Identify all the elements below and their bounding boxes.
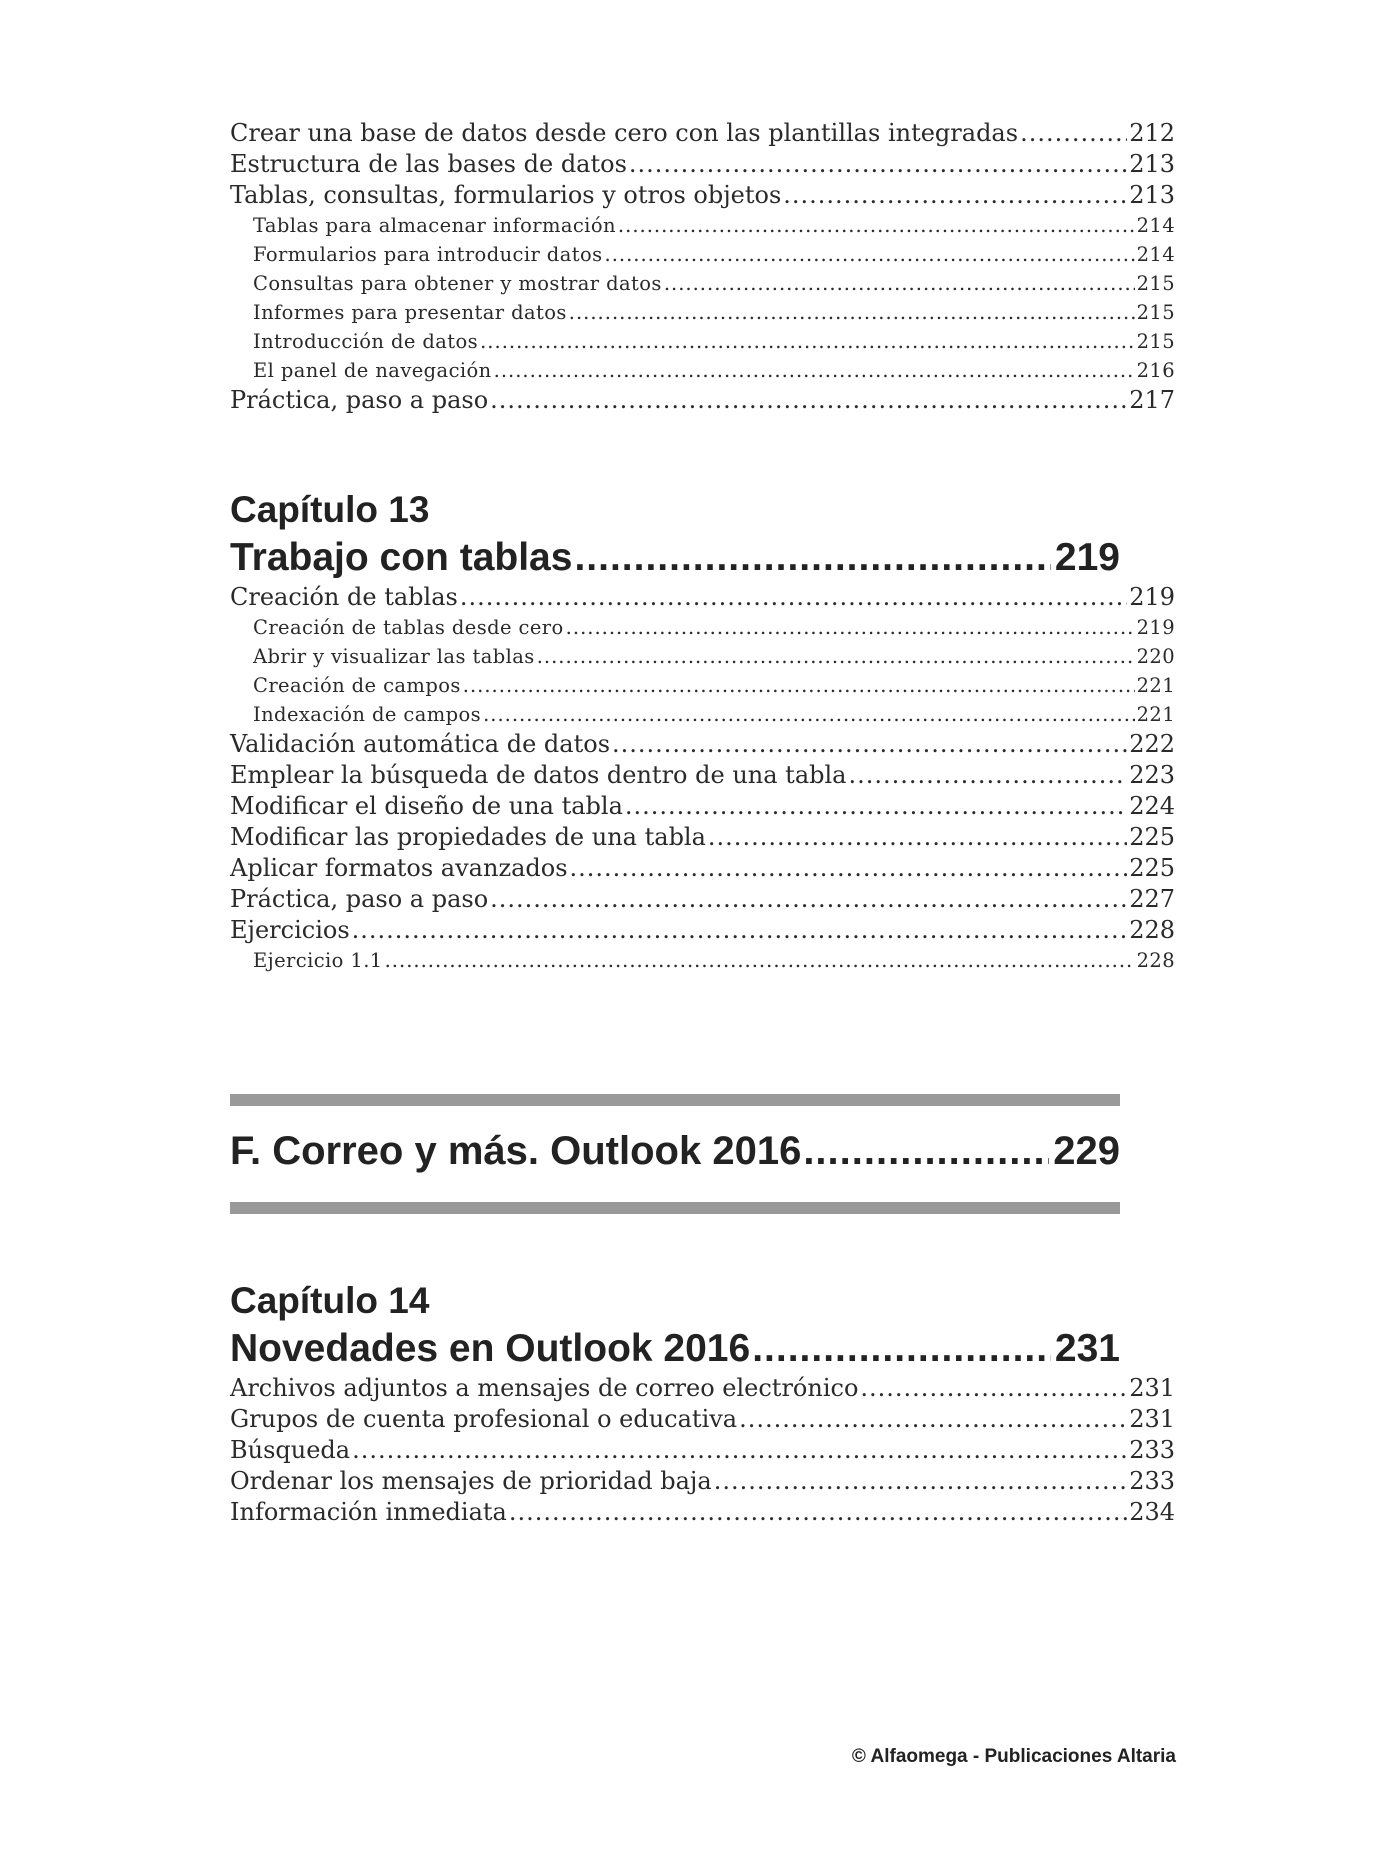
toc-subentry[interactable] [230,671,1175,700]
toc-entry-title: Aplicar formatos avanzados [230,854,568,882]
toc-leader-dots [664,269,1135,298]
toc-entry-title: Ejercicio 1.1 [253,949,383,972]
toc-entry-page: 213 [1129,150,1175,178]
toc-entry-page: 221 [1136,703,1175,726]
toc-leader-dots [490,884,1127,915]
toc-chapter-14-entries [230,1373,1175,1528]
toc-leader-dots [739,1404,1127,1435]
toc-leader-dots [714,1466,1128,1497]
toc-leader-dots [480,327,1134,356]
toc-entry-title: Emplear la búsqueda de datos dentro de una tabla [230,761,847,789]
footer-copyright: © Alfaomega - Publicaciones Altaria [851,1746,1176,1767]
toc-leader-dots [1020,118,1127,149]
toc-entry-title: Ejercicios [230,916,350,944]
toc-entry-page: 225 [1129,854,1175,882]
toc-leader-dots [860,1373,1127,1404]
toc-group-previous-chapter [230,118,1175,416]
toc-entry-page: 222 [1129,730,1175,758]
toc-subentry[interactable] [230,269,1175,298]
chapter-14-page: 231 [1054,1327,1120,1370]
toc-entry[interactable] [230,791,1175,822]
toc-entry-title: Modificar el diseño de una tabla [230,792,623,820]
toc-entry-page: 219 [1136,616,1175,639]
section-top-bar [230,1094,1120,1106]
toc-entry[interactable] [230,118,1175,149]
section-f-leader-dots [803,1125,1049,1177]
toc-entry-title: Introducción de datos [253,330,479,353]
toc-entry-title: Crear una base de datos desde cero con las plantillas integradas [230,119,1019,147]
toc-entry-page: 231 [1129,1374,1175,1402]
toc-leader-dots [352,1435,1127,1466]
section-f-title-row[interactable] [230,1125,1120,1177]
toc-entry-title: Creación de campos [253,674,461,697]
toc-entry-title: Informes para presentar datos [253,301,567,324]
toc-entry-page: 216 [1136,359,1175,382]
toc-leader-dots [783,180,1127,211]
toc-entry-title: Modificar las propiedades de una tabla [230,823,706,851]
section-f-title: F. Correo y más. Outlook 2016 [230,1129,802,1173]
toc-entry-page: 231 [1129,1405,1175,1433]
toc-leader-dots [483,700,1135,729]
toc-entry-page: 234 [1129,1498,1175,1526]
toc-leader-dots [569,298,1135,327]
chapter-13-title: Trabajo con tablas [230,536,573,579]
toc-entry[interactable] [230,1404,1175,1435]
toc-entry-title: Tablas, consultas, formularios y otros objetos [230,181,782,209]
toc-entry-title: Abrir y visualizar las tablas [253,645,535,668]
toc-entry-page: 221 [1136,674,1175,697]
toc-leader-dots [708,822,1127,853]
toc-entry[interactable] [230,1373,1175,1404]
section-bottom-bar [230,1202,1120,1214]
toc-leader-dots [625,791,1127,822]
toc-entry[interactable] [230,149,1175,180]
toc-entry-title: Estructura de las bases de datos [230,150,627,178]
toc-entry-title: Práctica, paso a paso [230,885,489,913]
toc-subentry[interactable] [230,327,1175,356]
toc-entry-page: 213 [1129,181,1175,209]
toc-subentry[interactable] [230,240,1175,269]
toc-leader-dots [618,211,1135,240]
toc-entry-title: Práctica, paso a paso [230,386,489,414]
toc-entry[interactable] [230,822,1175,853]
toc-leader-dots [509,1497,1127,1528]
chapter-13-heading [230,486,1175,582]
chapter-14-leader-dots [752,1325,1051,1373]
toc-entry-title: Tablas para almacenar información [253,214,616,237]
toc-subentry[interactable] [230,613,1175,642]
toc-entry-page: 227 [1129,885,1175,913]
toc-entry-page: 228 [1136,949,1175,972]
section-f-page: 229 [1053,1129,1120,1173]
toc-entry-page: 225 [1129,823,1175,851]
chapter-14-title-row[interactable] [230,1325,1120,1373]
toc-subentry[interactable] [230,642,1175,671]
toc-entry-page: 217 [1129,386,1175,414]
toc-leader-dots [612,729,1127,760]
toc-leader-dots [566,613,1135,642]
toc-entry-page: 233 [1129,1436,1175,1464]
toc-entry-title: Formularios para introducir datos [253,243,603,266]
toc-entry-title: Archivos adjuntos a mensajes de correo electrónico [230,1374,859,1402]
toc-subentry[interactable] [230,946,1175,975]
toc-entry[interactable] [230,1497,1175,1528]
toc-leader-dots [570,853,1128,884]
toc-entry-page: 215 [1136,301,1175,324]
toc-entry-title: Información inmediata [230,1498,507,1526]
toc-entry-page: 223 [1129,761,1175,789]
toc-entry-title: El panel de navegación [253,359,492,382]
toc-entry[interactable] [230,853,1175,884]
chapter-14-title: Novedades en Outlook 2016 [230,1327,751,1370]
toc-leader-dots [490,385,1127,416]
chapter-14-heading [230,1277,1175,1373]
toc-leader-dots [463,671,1135,700]
toc-entry-title: Creación de tablas [230,583,458,611]
toc-entry-page: 212 [1129,119,1175,147]
toc-chapter-13-entries [230,582,1175,975]
chapter-13-page: 219 [1054,536,1120,579]
toc-leader-dots [537,642,1135,671]
toc-entry-page: 228 [1129,916,1175,944]
toc-leader-dots [848,760,1127,791]
toc-subentry[interactable] [230,700,1175,729]
toc-leader-dots [494,356,1135,385]
toc-entry[interactable] [230,915,1175,946]
toc-leader-dots [352,915,1128,946]
toc-entry-page: 215 [1136,330,1175,353]
toc-leader-dots [460,582,1127,613]
toc-leader-dots [385,946,1135,975]
chapter-14-label: Capítulo 14 [230,1280,430,1321]
chapter-13-label: Capítulo 13 [230,489,430,530]
toc-entry-page: 215 [1136,272,1175,295]
toc-entry-title: Creación de tablas desde cero [253,616,564,639]
toc-entry-title: Indexación de campos [253,703,482,726]
toc-leader-dots [629,149,1127,180]
toc-leader-dots [605,240,1135,269]
toc-entry[interactable] [230,729,1175,760]
toc-entry[interactable] [230,385,1175,416]
toc-entry[interactable] [230,582,1175,613]
toc-entry-title: Consultas para obtener y mostrar datos [253,272,662,295]
toc-entry-title: Grupos de cuenta profesional o educativa [230,1405,738,1433]
toc-entry-page: 219 [1129,583,1175,611]
toc-entry[interactable] [230,760,1175,791]
toc-subentry[interactable] [230,356,1175,385]
toc-entry[interactable] [230,180,1175,211]
toc-entry-page: 233 [1129,1467,1175,1495]
toc-entry-page: 220 [1136,645,1175,668]
toc-entry-title: Ordenar los mensajes de prioridad baja [230,1467,712,1495]
chapter-13-title-row[interactable] [230,534,1120,582]
toc-entry[interactable] [230,1435,1175,1466]
toc-subentry[interactable] [230,211,1175,240]
chapter-13-leader-dots [574,534,1050,582]
toc-entry[interactable] [230,1466,1175,1497]
toc-subentry[interactable] [230,298,1175,327]
toc-entry-page: 214 [1136,243,1175,266]
toc-entry-page: 214 [1136,214,1175,237]
toc-entry[interactable] [230,884,1175,915]
toc-entry-title: Búsqueda [230,1436,351,1464]
toc-entry-title: Validación automática de datos [230,730,611,758]
toc-entry-page: 224 [1129,792,1175,820]
